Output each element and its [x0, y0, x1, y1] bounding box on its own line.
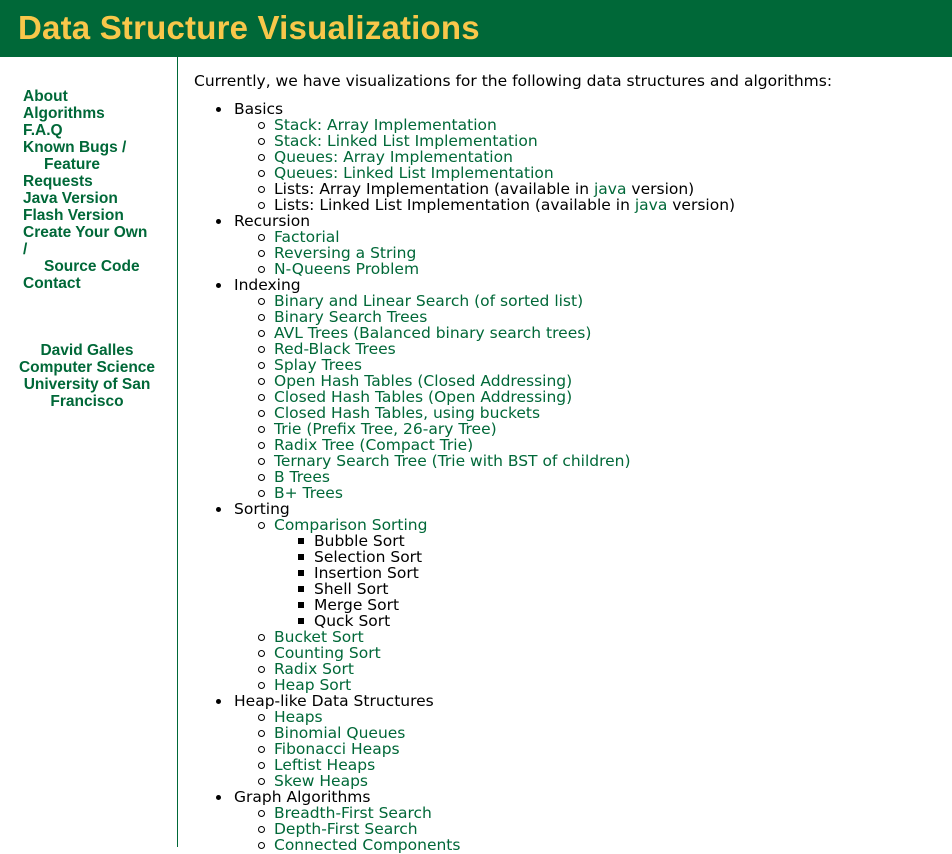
list-item — [234, 629, 944, 645]
list-item — [274, 597, 944, 613]
list-item — [234, 325, 944, 341]
list-item — [234, 117, 944, 133]
category-basics — [194, 101, 944, 213]
comparison-sorting-link[interactable]: Comparison Sorting — [274, 516, 428, 534]
indexing-link[interactable]: Trie (Prefix Tree, 26-ary Tree) — [274, 420, 497, 438]
author-univ-line2: Francisco — [50, 393, 124, 410]
list-item — [234, 437, 944, 453]
indexing-link[interactable]: Ternary Search Tree (Trie with BST of children) — [274, 452, 631, 470]
header-bar — [0, 0, 952, 57]
list-item — [234, 453, 944, 469]
sidebar — [0, 57, 178, 847]
sort-name: Bubble Sort — [314, 532, 405, 550]
nav-create-line1: Create Your Own — [23, 224, 148, 241]
category-heaps — [194, 693, 944, 789]
category-list — [194, 101, 944, 853]
indexing-link[interactable]: Closed Hash Tables, using buckets — [274, 404, 541, 422]
list-item — [234, 517, 944, 629]
heap-link[interactable]: Binomial Queues — [274, 724, 406, 742]
nav-about-link[interactable]: About — [23, 88, 68, 105]
stack-ll-link[interactable]: Stack: Linked List Implementation — [274, 132, 538, 150]
list-item — [234, 229, 944, 245]
main-content — [194, 72, 944, 853]
category-sorting — [194, 501, 944, 693]
indexing-link[interactable]: Red-Black Trees — [274, 340, 396, 358]
sorting-link[interactable]: Bucket Sort — [274, 628, 364, 646]
java-link[interactable]: java — [594, 180, 627, 198]
list-item — [234, 661, 944, 677]
indexing-link[interactable]: B+ Trees — [274, 484, 343, 502]
nav-known-bugs-link[interactable] — [23, 139, 173, 190]
list-item — [234, 741, 944, 757]
heap-link[interactable]: Heaps — [274, 708, 323, 726]
nav-faq-link[interactable]: F.A.Q — [23, 122, 63, 139]
nav-create-link[interactable] — [23, 224, 173, 275]
sorting-link[interactable]: Radix Sort — [274, 660, 354, 678]
nqueens-link[interactable]: N-Queens Problem — [274, 260, 420, 278]
list-item — [234, 357, 944, 373]
sidebar-nav — [23, 88, 173, 292]
sort-name: Quck Sort — [314, 612, 391, 630]
category-title: Heap-like Data Structures — [234, 692, 434, 710]
nav-known-bugs-line3: Requests — [23, 173, 93, 190]
nav-known-bugs-line2: Feature — [44, 156, 100, 173]
category-title: Basics — [234, 100, 284, 118]
list-item — [234, 373, 944, 389]
indexing-link[interactable]: AVL Trees (Balanced binary search trees) — [274, 324, 592, 342]
nav-java-version-link[interactable]: Java Version — [23, 190, 118, 207]
list-item — [274, 533, 944, 549]
list-item — [234, 677, 944, 693]
sort-name: Selection Sort — [314, 548, 423, 566]
list-item — [234, 725, 944, 741]
list-item — [234, 709, 944, 725]
sort-name: Shell Sort — [314, 580, 389, 598]
indexing-link[interactable]: Binary and Linear Search (of sorted list) — [274, 292, 584, 310]
list-item — [234, 197, 944, 213]
category-title: Sorting — [234, 500, 290, 518]
queue-ll-link[interactable]: Queues: Linked List Implementation — [274, 164, 554, 182]
graph-link[interactable]: Depth-First Search — [274, 820, 418, 838]
list-item — [234, 469, 944, 485]
list-item — [234, 133, 944, 149]
heap-link[interactable]: Skew Heaps — [274, 772, 369, 790]
category-title: Indexing — [234, 276, 301, 294]
list-array-text: Lists: Array Implementation (available in — [274, 180, 594, 198]
category-recursion — [194, 213, 944, 277]
list-item — [234, 485, 944, 501]
list-item — [234, 645, 944, 661]
indexing-link[interactable]: Splay Trees — [274, 356, 362, 374]
sort-name: Insertion Sort — [314, 564, 419, 582]
stack-array-link[interactable]: Stack: Array Implementation — [274, 116, 497, 134]
author-dept: Computer Science — [18, 359, 156, 376]
factorial-link[interactable]: Factorial — [274, 228, 340, 246]
graph-link[interactable]: Breadth-First Search — [274, 804, 432, 822]
heap-link[interactable]: Leftist Heaps — [274, 756, 376, 774]
indexing-link[interactable]: Radix Tree (Compact Trie) — [274, 436, 474, 454]
version-suffix: version) — [667, 196, 736, 214]
nav-create-line2: / — [23, 241, 28, 258]
category-indexing — [194, 277, 944, 501]
list-item — [234, 293, 944, 309]
list-item — [274, 549, 944, 565]
list-item — [234, 805, 944, 821]
list-item — [274, 581, 944, 597]
list-item — [234, 181, 944, 197]
nav-flash-version-link[interactable]: Flash Version — [23, 207, 124, 224]
list-item — [234, 341, 944, 357]
sort-name: Merge Sort — [314, 596, 400, 614]
list-item — [274, 565, 944, 581]
list-item — [234, 405, 944, 421]
indexing-link[interactable]: Binary Search Trees — [274, 308, 428, 326]
author-block — [0, 342, 174, 410]
nav-known-bugs-line1: Known Bugs / — [23, 139, 127, 156]
sorting-link[interactable]: Counting Sort — [274, 644, 381, 662]
reverse-string-link[interactable]: Reversing a String — [274, 244, 417, 262]
list-item — [234, 261, 944, 277]
indexing-link[interactable]: Closed Hash Tables (Open Addressing) — [274, 388, 573, 406]
category-title: Graph Algorithms — [234, 788, 371, 806]
java-link[interactable]: java — [634, 196, 668, 214]
sorting-link[interactable]: Heap Sort — [274, 676, 352, 694]
list-item — [234, 421, 944, 437]
list-item — [234, 773, 944, 789]
nav-create-line3: Source Code — [44, 258, 140, 275]
list-item — [234, 389, 944, 405]
list-item — [234, 837, 944, 853]
category-title: Recursion — [234, 212, 311, 230]
list-item — [274, 613, 944, 629]
nav-algorithms-link[interactable]: Algorithms — [23, 105, 105, 122]
version-suffix: version) — [626, 180, 695, 198]
list-item — [234, 821, 944, 837]
indexing-link[interactable]: Open Hash Tables (Closed Addressing) — [274, 372, 573, 390]
queue-array-link[interactable]: Queues: Array Implementation — [274, 148, 513, 166]
list-ll-text: Lists: Linked List Implementation (available in — [274, 196, 635, 214]
author-name: David Galles — [40, 342, 134, 359]
list-item — [234, 309, 944, 325]
category-graph — [194, 789, 944, 853]
nav-contact-link[interactable]: Contact — [23, 275, 81, 292]
page-title: Data Structure Visualizations — [18, 9, 480, 46]
list-item — [234, 757, 944, 773]
intro-text: Currently, we have visualizations for the following data structures and algorithms: — [194, 72, 833, 90]
author-univ-line1: University of San — [23, 376, 151, 393]
heap-link[interactable]: Fibonacci Heaps — [274, 740, 400, 758]
list-item — [234, 245, 944, 261]
graph-link[interactable]: Connected Components — [274, 836, 461, 854]
indexing-link[interactable]: B Trees — [274, 468, 330, 486]
list-item — [234, 165, 944, 181]
list-item — [234, 149, 944, 165]
